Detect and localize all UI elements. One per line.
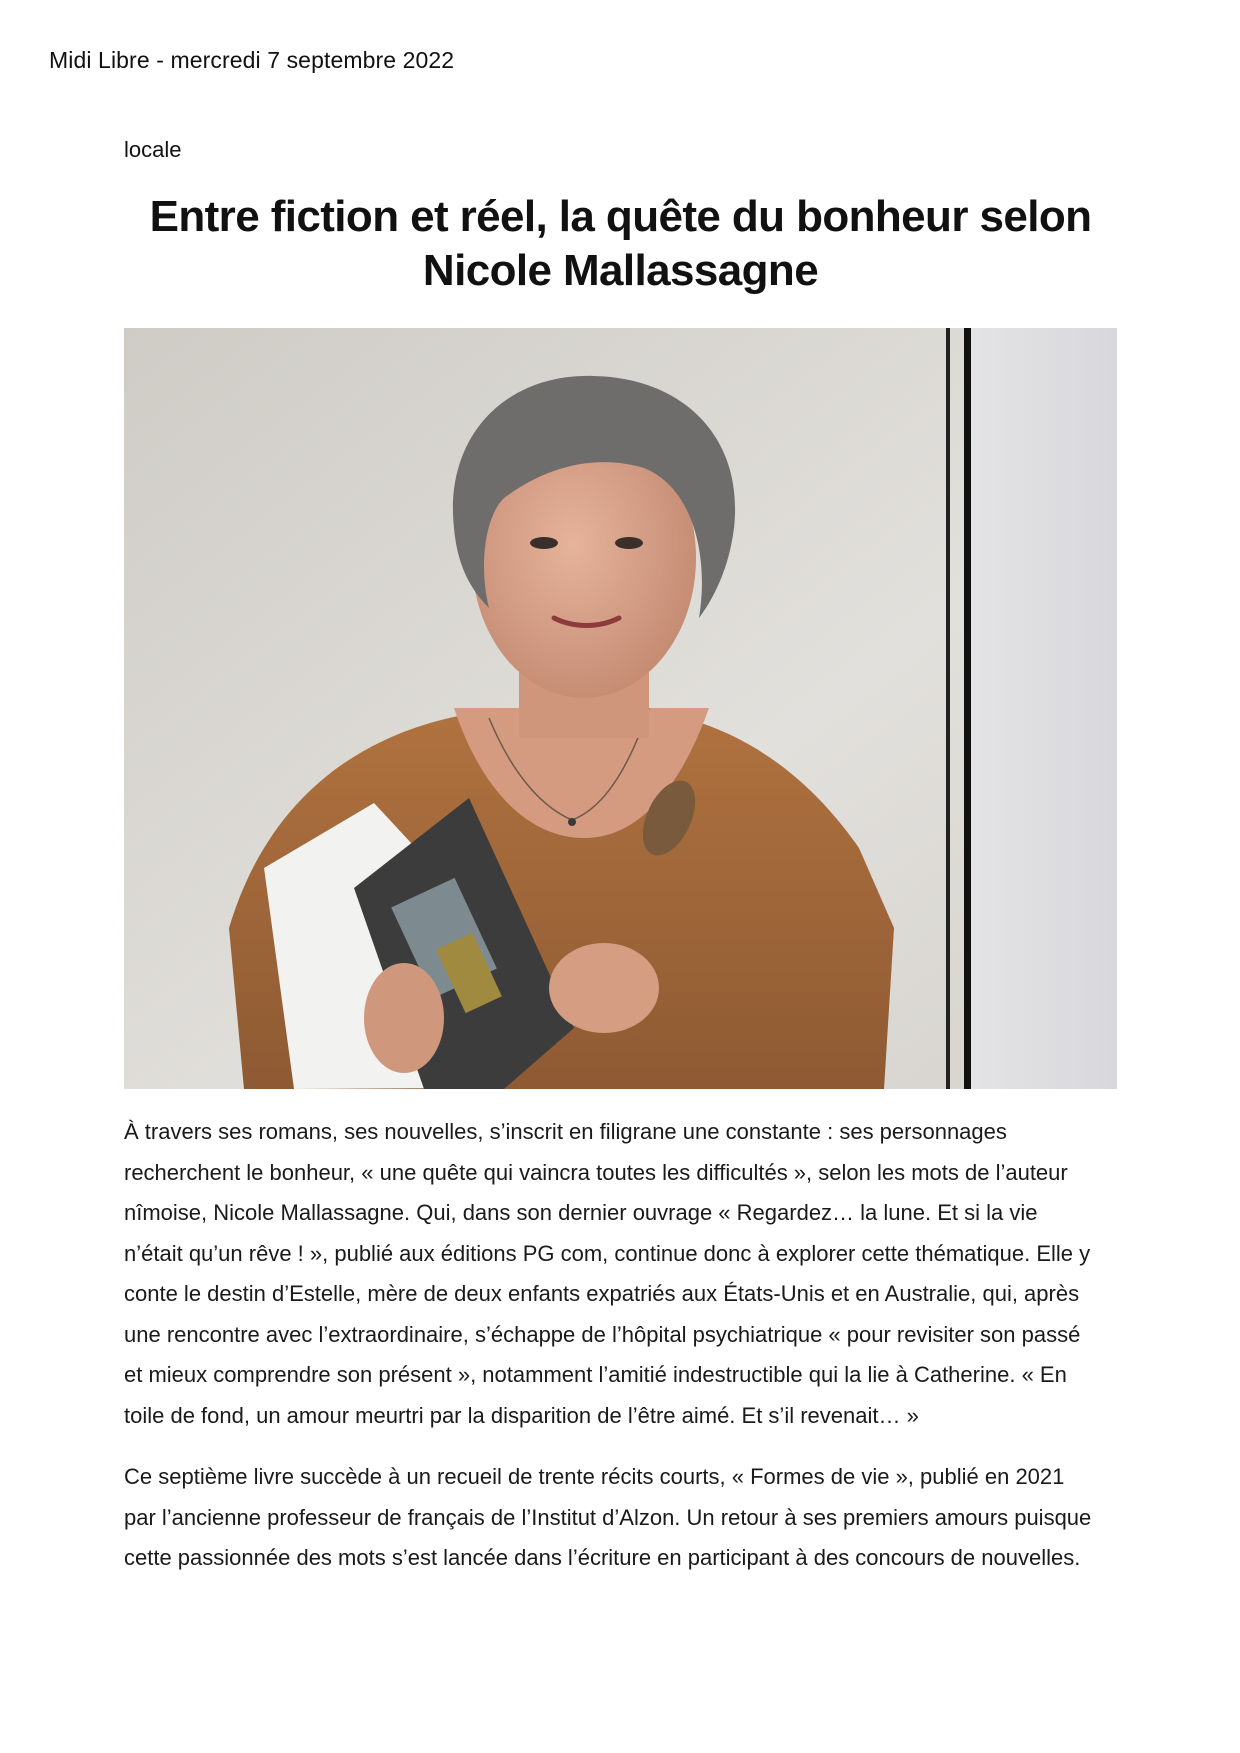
body-paragraph: Ce septième livre succède à un recueil de trente récits courts, « Formes de vie », publié en 2021 par l’ancienne professeur de français de l’Institut d’Alzon. Un retour à ses premiers amours puisque cette passionnée des mots s’est lancée dans l’écriture en participant à des concours de nouvelles. bbox=[124, 1464, 1092, 1570]
portrait-illustration bbox=[124, 328, 1117, 1089]
article-photo bbox=[124, 328, 1117, 1089]
article-body bbox=[124, 1112, 1099, 1600]
vertical-line-right bbox=[964, 328, 971, 1089]
right-eye bbox=[615, 537, 643, 549]
newspaper-dateline: Midi Libre - mercredi 7 septembre 2022 bbox=[49, 47, 455, 73]
right-hand bbox=[549, 943, 659, 1033]
door-panel bbox=[964, 328, 1117, 1089]
body-paragraph: À travers ses romans, ses nouvelles, s’inscrit en filigrane une constante : ses personnages recherchent le bonheur, « une quête qui vaincra toutes les difficultés », selon les mots de l’auteur nîmoise, Nicole Mallassagne. Qui, dans son dernier ouvrage « Regardez… la lune. Et si la vie n’était qu’un rêve ! », publié aux éditions PG com, continue donc à explorer cette thématique. Elle y conte le destin d’Estelle, mère de deux enfants expatriés aux États-Unis et en Australie, qui, après une rencontre avec l’extraordinaire, s’échappe de l’hôpital psychiatrique « pour revisiter son passé et mieux comprendre son présent », notamment l’amitié indestructible qui la lie à Catherine. « En toile de fond, un amour meurtri par la disparition de l’être aimé. Et s’il revenait… » bbox=[124, 1119, 1091, 1428]
section-label: locale bbox=[124, 137, 182, 162]
left-hand bbox=[364, 963, 444, 1073]
left-eye bbox=[530, 537, 558, 549]
vertical-line-left bbox=[946, 328, 950, 1089]
article-headline: Entre fiction et réel, la quête du bonheur selon Nicole Mallassagne bbox=[149, 192, 1092, 295]
pendant bbox=[568, 818, 576, 826]
